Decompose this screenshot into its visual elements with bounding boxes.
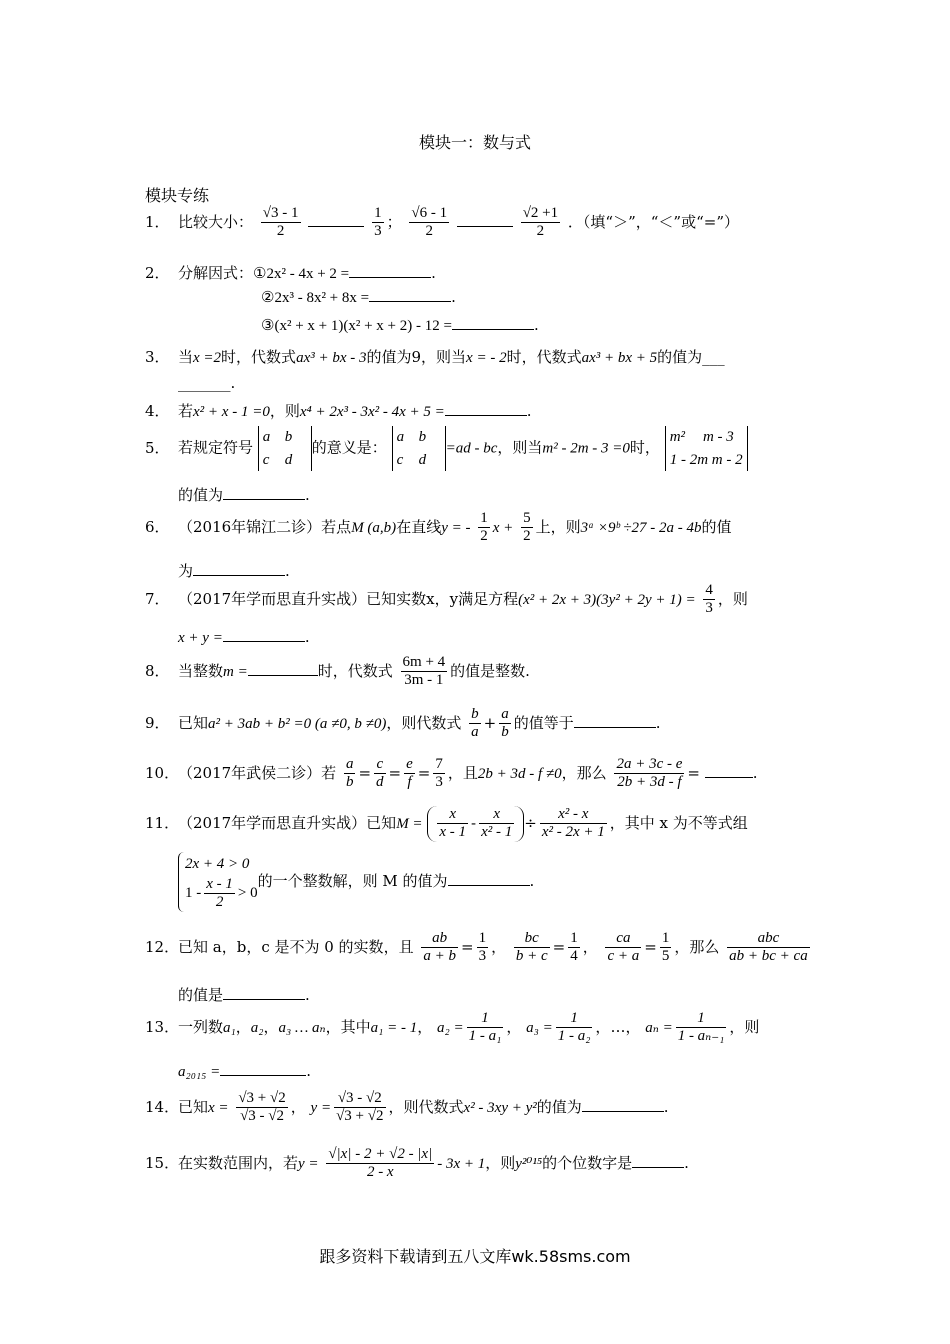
answer-blank[interactable] [223, 487, 305, 500]
problem-2-part-2: ②2x³ - 8x² + 8x = . [261, 288, 456, 306]
problem-12-cont: 的值是 . [178, 986, 310, 1004]
problem-3-cont: _______. [178, 374, 236, 392]
answer-blank[interactable] [705, 765, 753, 778]
problem-5: 5． 若规定符号 a b c d 的意义是： a b c d =ad - bc，则当m² - 2m - 3 =0时， m² m - 3 1 - 2m m - 2 [145, 426, 810, 471]
problem-13: 13．一列数a₁，a₂，a₃ … aₙ，其中a₁ = - 1， a₂ = $\frac{1}{\text{1 - a₁}}$ ， a₃ = $\frac{1}{\text{1 - a₂}}$ ，…， aₙ = $\frac{1}{\text{1 - aₙ₋₁}}$ ，则 [145, 1010, 760, 1045]
inequality-system: 2x + 4 > 0 1 - $\frac{x - 1}{2}$ > 0 [178, 852, 258, 912]
answer-blank[interactable] [445, 403, 527, 416]
answer-blank[interactable] [308, 214, 364, 227]
answer-blank[interactable] [220, 1063, 306, 1076]
answer-blank[interactable] [582, 1099, 664, 1112]
problem-3: 3． 当x =2时，代数式ax³ + bx - 3的值为9，则当x = - 2时，代数式ax³ + bx + 5的值为___ [145, 348, 725, 366]
problem-5-cont: 的值为 . [178, 486, 310, 504]
fraction: $\frac{√6 - 1}{2}$ [411, 205, 448, 240]
problem-8: 8． 当整数m = 时，代数式 $\frac{6m + 4}{3m - 1}$ 的值是整数. [145, 654, 530, 689]
footer-link[interactable]: 跟多资料下载请到五八文库wk.58sms.com [319, 1247, 631, 1266]
problem-11-cont: 2x + 4 > 0 1 - $\frac{x - 1}{2}$ > 0 的一个整数解，则 M 的值为 . [178, 852, 534, 912]
problem-6: 6． （2016年锦江二诊）若点M (a,b)在直线y = - $\frac{1}{2}$ x + $\frac{5}{2}$ 上，则3ᵃ ×9ᵇ ÷27 - 2a - 4b的值 [145, 510, 732, 545]
answer-blank[interactable] [349, 265, 431, 278]
answer-blank[interactable] [193, 563, 285, 576]
answer-blank[interactable] [452, 317, 534, 330]
problem-1: 1． 比较大小： $\frac{√3 - 1}{2}$ $\frac{1}{3}$ ； $\frac{√6 - 1}{2}$ $\frac{√2 +1}{2}$ ．（填“＞”，“＜”或“=”） [145, 205, 740, 240]
answer-blank[interactable] [223, 987, 305, 1000]
problem-13-cont: a₂₀₁₅ = . [178, 1062, 312, 1080]
problem-15: 15．在实数范围内，若y = $\frac{√|x| - 2 + √2 - |x|}{2 - x}$ - 3x + 1，则y²⁰¹⁵的个位数字是 . [145, 1146, 689, 1181]
problem-4: 4． 若x² + x - 1 =0，则x⁴ + 2x³ - 3x² - 4x + 5 = . [145, 402, 532, 420]
answer-blank[interactable] [632, 1155, 684, 1168]
page-title: 模块一：数与式 [418, 133, 531, 152]
problem-6-cont: 为 . [178, 562, 290, 580]
answer-blank[interactable] [448, 873, 530, 886]
fraction: $\frac{1}{3}$ [374, 205, 382, 240]
fraction: $\frac{√3 - 1}{2}$ [262, 205, 299, 240]
answer-blank[interactable] [369, 289, 451, 302]
problem-7: 7． （2017年学而思直升实战）已知实数x，y满足方程(x² + 2x + 3)(3y² + 2y + 1) = $\frac{4}{3}$ ，则 [145, 582, 748, 617]
problem-12: 12．已知 a，b，c 是不为 0 的实数，且 $\frac{ab}{a + b}$ = $\frac{1}{3}$ ， $\frac{bc}{b + c}$ = $\frac{1}{4}$ ， $\frac{ca}{c + a}$ = $\frac{1}{5}$ ，那么 $\frac{\text{abc}}{ab + bc + ca}$ [145, 930, 808, 965]
answer-blank[interactable] [457, 214, 513, 227]
problem-14: 14．已知x = $\frac{√3 + √2}{√3 - √2}$ ， y = $\frac{√3 - √2}{√3 + √2}$ ，则代数式x² - 3xy + y²的值为 . [145, 1090, 669, 1125]
problem-11: 11．（2017年学而思直升实战）已知M = $\frac{x}{x - 1}$ - $\frac{x}{\text{x² - 1}}$ ÷ $\frac{\text{x² - x}}{\text{x² - 2x + 1}}$ ，其中 x 为不等式组 [145, 806, 748, 841]
problem-7-cont: x + y = . [178, 628, 310, 646]
determinant: a b c d [392, 426, 446, 471]
problem-10: 10．（2017年武侯二诊）若 $\frac{a}{b}$ = $\frac{c}{d}$ = $\frac{e}{f}$ = $\frac{7}{3}$ ，且2b + 3d - f ≠0，那么 $\frac{2a + 3c - e}{2b + 3d - f}$ = . [145, 756, 758, 791]
determinant: a b c d [258, 426, 312, 471]
section-heading: 模块专练 [145, 186, 210, 205]
answer-blank[interactable] [574, 715, 656, 728]
determinant: m² m - 3 1 - 2m m - 2 [665, 426, 748, 471]
problem-2: 2． 分解因式：①2x² - 4x + 2 = . [145, 264, 436, 282]
answer-blank[interactable] [248, 663, 318, 676]
problem-9: 9． 已知a² + 3ab + b² =0 (a ≠0, b ≠0)，则代数式 $\frac{b}{a}$ + $\frac{a}{b}$ 的值等于 . [145, 706, 661, 741]
problem-2-part-3: ③(x² + x + 1)(x² + x + 2) - 12 = . [261, 316, 539, 334]
answer-blank[interactable] [223, 629, 305, 642]
fraction: $\frac{√2 +1}{2}$ [522, 205, 559, 240]
